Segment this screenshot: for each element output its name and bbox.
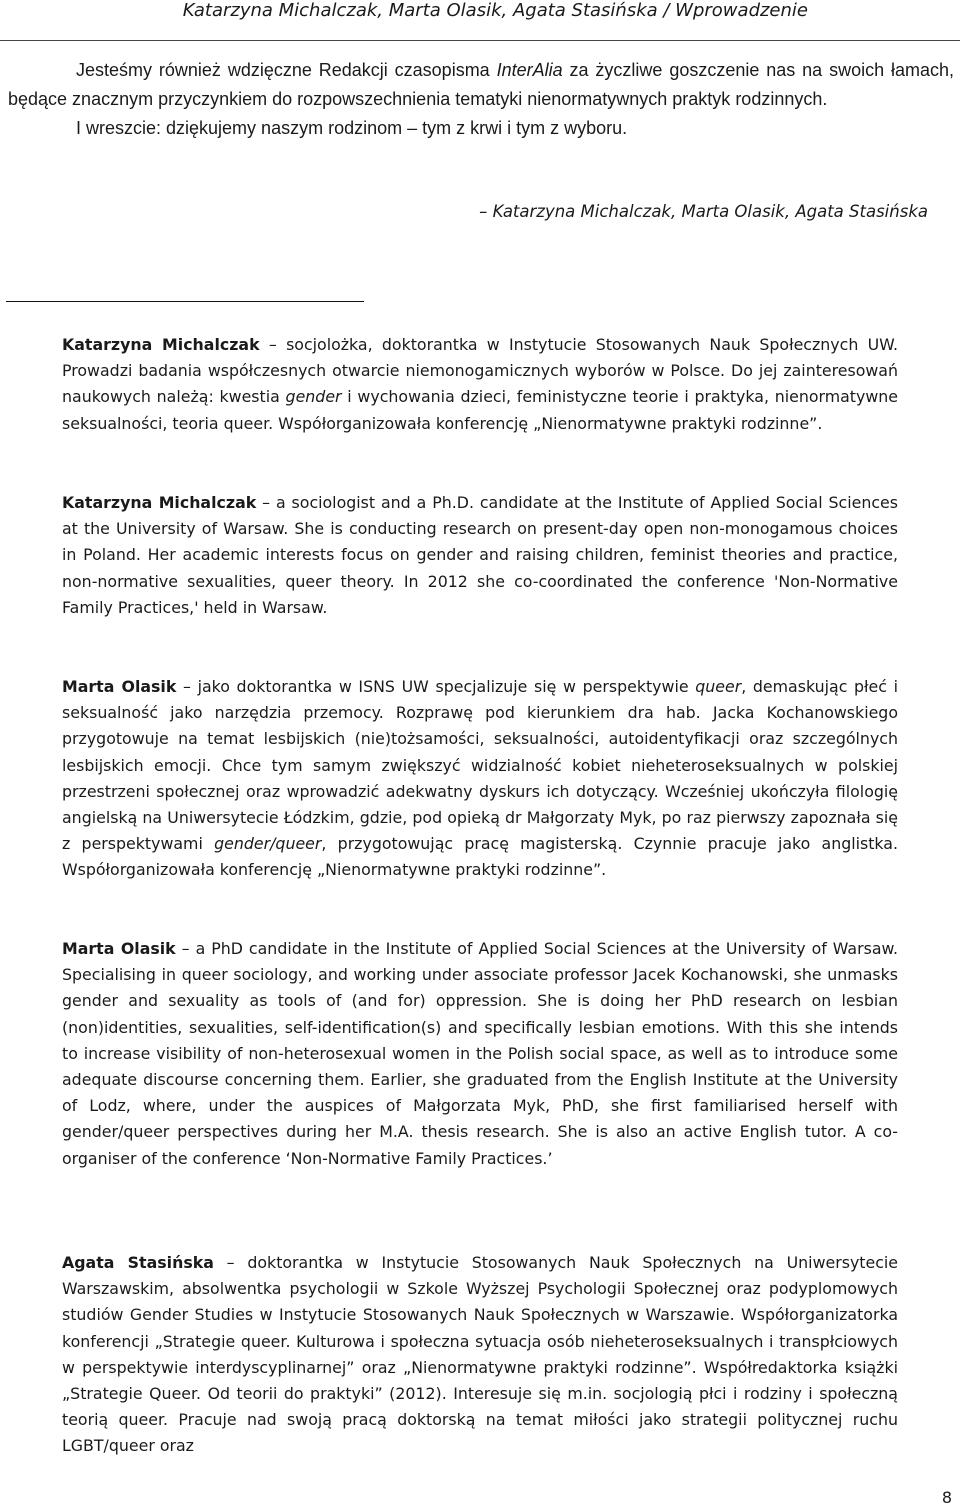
bio-stasinska-pl: Agata Stasińska – doktorantka w Instytucie Stosowanych Nauk Społecznych na Uniwersytecie Warszawskim, absolwentka psychologii w Szkole Wyższej Psychologii Społecznej oraz podyplomowych studiów Gender Studies w Instytucie Stosowanych Nauk Społecznych w Warszawie. Współorganizatorka konferencji „Strategie queer. Kulturowa i społeczna sytuacja osób nieheteroseksualnych i transpłciowych w perspektywie interdyscyplinarnej” oraz „Nienormatywne praktyki rodzinne”. Współredaktorka książki „Strategie Queer. Od teorii do praktyki” (2012). Interesuje się m.in. socjologią płci i rodziny i społeczną teorią queer. Pracuje nad swoją pracą doktorską na temat miłości jako strategii politycznej ruchu LGBT/queer oraz [62, 1253, 898, 1456]
bio-michalczak-en: Katarzyna Michalczak – a sociologist and a Ph.D. candidate at the Institute of Applied Social Sciences at the University of Warsaw. She is conducting research on present-day open non-monogamous choices in Poland. Her academic interests focus on gender and raising children, feminist theories and practice, non-normative sexualities, queer theory. In 2012 she co-coordinated the conference 'Non-Normative Family Practices,' held in Warsaw. [62, 493, 898, 617]
signature: – Katarzyna Michalczak, Marta Olasik, Agata Stasińska [479, 202, 928, 221]
section-divider [6, 301, 364, 302]
bio-name: Katarzyna Michalczak [62, 335, 260, 354]
page-number: 8 [941, 1488, 952, 1507]
bio-olasik-pl: Marta Olasik – jako doktorantka w ISNS UW specjalizuje się w perspektywie queer, demaskując płeć i seksualność jako narzędzia przemocy. Rozprawę pod kierunkiem dra hab. Jacka Kochanowskiego przygotowuje na temat lesbijskich (nie)tożsamości, seksualności, autoidentyfikacji oraz szczególnych lesbijskich emocji. Chce tym samym zwiększyć widzialność kobiet nieheteroseksualnych w polskiej przestrzeni społecznej oraz wprowadzić adekwatny dyskurs ich dotyczący. Wcześniej ukończyła filologię angielską na Uniwersytecie Łódzkim, gdzie, pod opieką dr Małgorzaty Myk, po raz pierwszy zapoznała się z perspektywami gender/queer, przygotowując pracę magisterską. Czynnie pracuje jako anglistka. Współorganizowała konferencję „Nienormatywne praktyki rodzinne”. [62, 677, 899, 880]
bio-olasik-en: Marta Olasik – a PhD candidate in the Institute of Applied Social Sciences at the University of Warsaw. Specialising in queer sociology, and working under associate professor Jacek Kochanowski, she unmasks gender and sexuality as tools of (and for) oppression. She is doing her PhD research on lesbian (non)identities, sexualities, self-identification(s) and specifically lesbian emotions. With this she intends to increase visibility of non-heterosexual women in the Polish social space, as well as to introduce some adequate discourse concerning them. Earlier, she graduated from the English Institute at the University of Lodz, where, under the auspices of Małgorzata Myk, PhD, she first familiarised herself with gender/queer perspectives during her M.A. thesis research. She is also an active English tutor. A co-organiser of the conference ‘Non-Normative Family Practices.’ [62, 939, 898, 1168]
bio-name: Agata Stasińska [62, 1253, 214, 1272]
acknowledgement-paragraph: I wreszcie: dziękujemy naszym rodzinom – tym z krwi i tym z wyboru. [76, 118, 628, 138]
running-header [0, 0, 960, 41]
acknowledgements [8, 56, 954, 143]
bio-michalczak-pl: Katarzyna Michalczak – socjolożka, doktorantka w Instytucie Stosowanych Nauk Społecznych UW. Prowadzi badania współczesnych otwarcie niemonogamicznych wyborów w Polsce. Do jej zainteresowań naukowych należą: kwestia gender i wychowania dzieci, feministyczne teorie i praktyka, nienormatywne seksualności, teoria queer. Współorganizowała konferencję „Nienormatywne praktyki rodzinne”. [62, 335, 899, 433]
bio-name: Katarzyna Michalczak [62, 493, 257, 512]
acknowledgement-paragraph: Jesteśmy również wdzięczne Redakcji czasopisma InterAlia za życzliwe goszczenie nas na swoich łamach, będące znacznym przyczynkiem do rozpowszechnienia tematyki nienormatywnych praktyk rodzinnych. [8, 60, 955, 109]
bio-name: Marta Olasik [62, 939, 176, 958]
journal-name: InterAlia [496, 60, 563, 80]
running-head-title: Katarzyna Michalczak, Marta Olasik, Agata Stasińska / Wprowadzenie [182, 0, 808, 21]
bio-name: Marta Olasik [62, 677, 177, 696]
